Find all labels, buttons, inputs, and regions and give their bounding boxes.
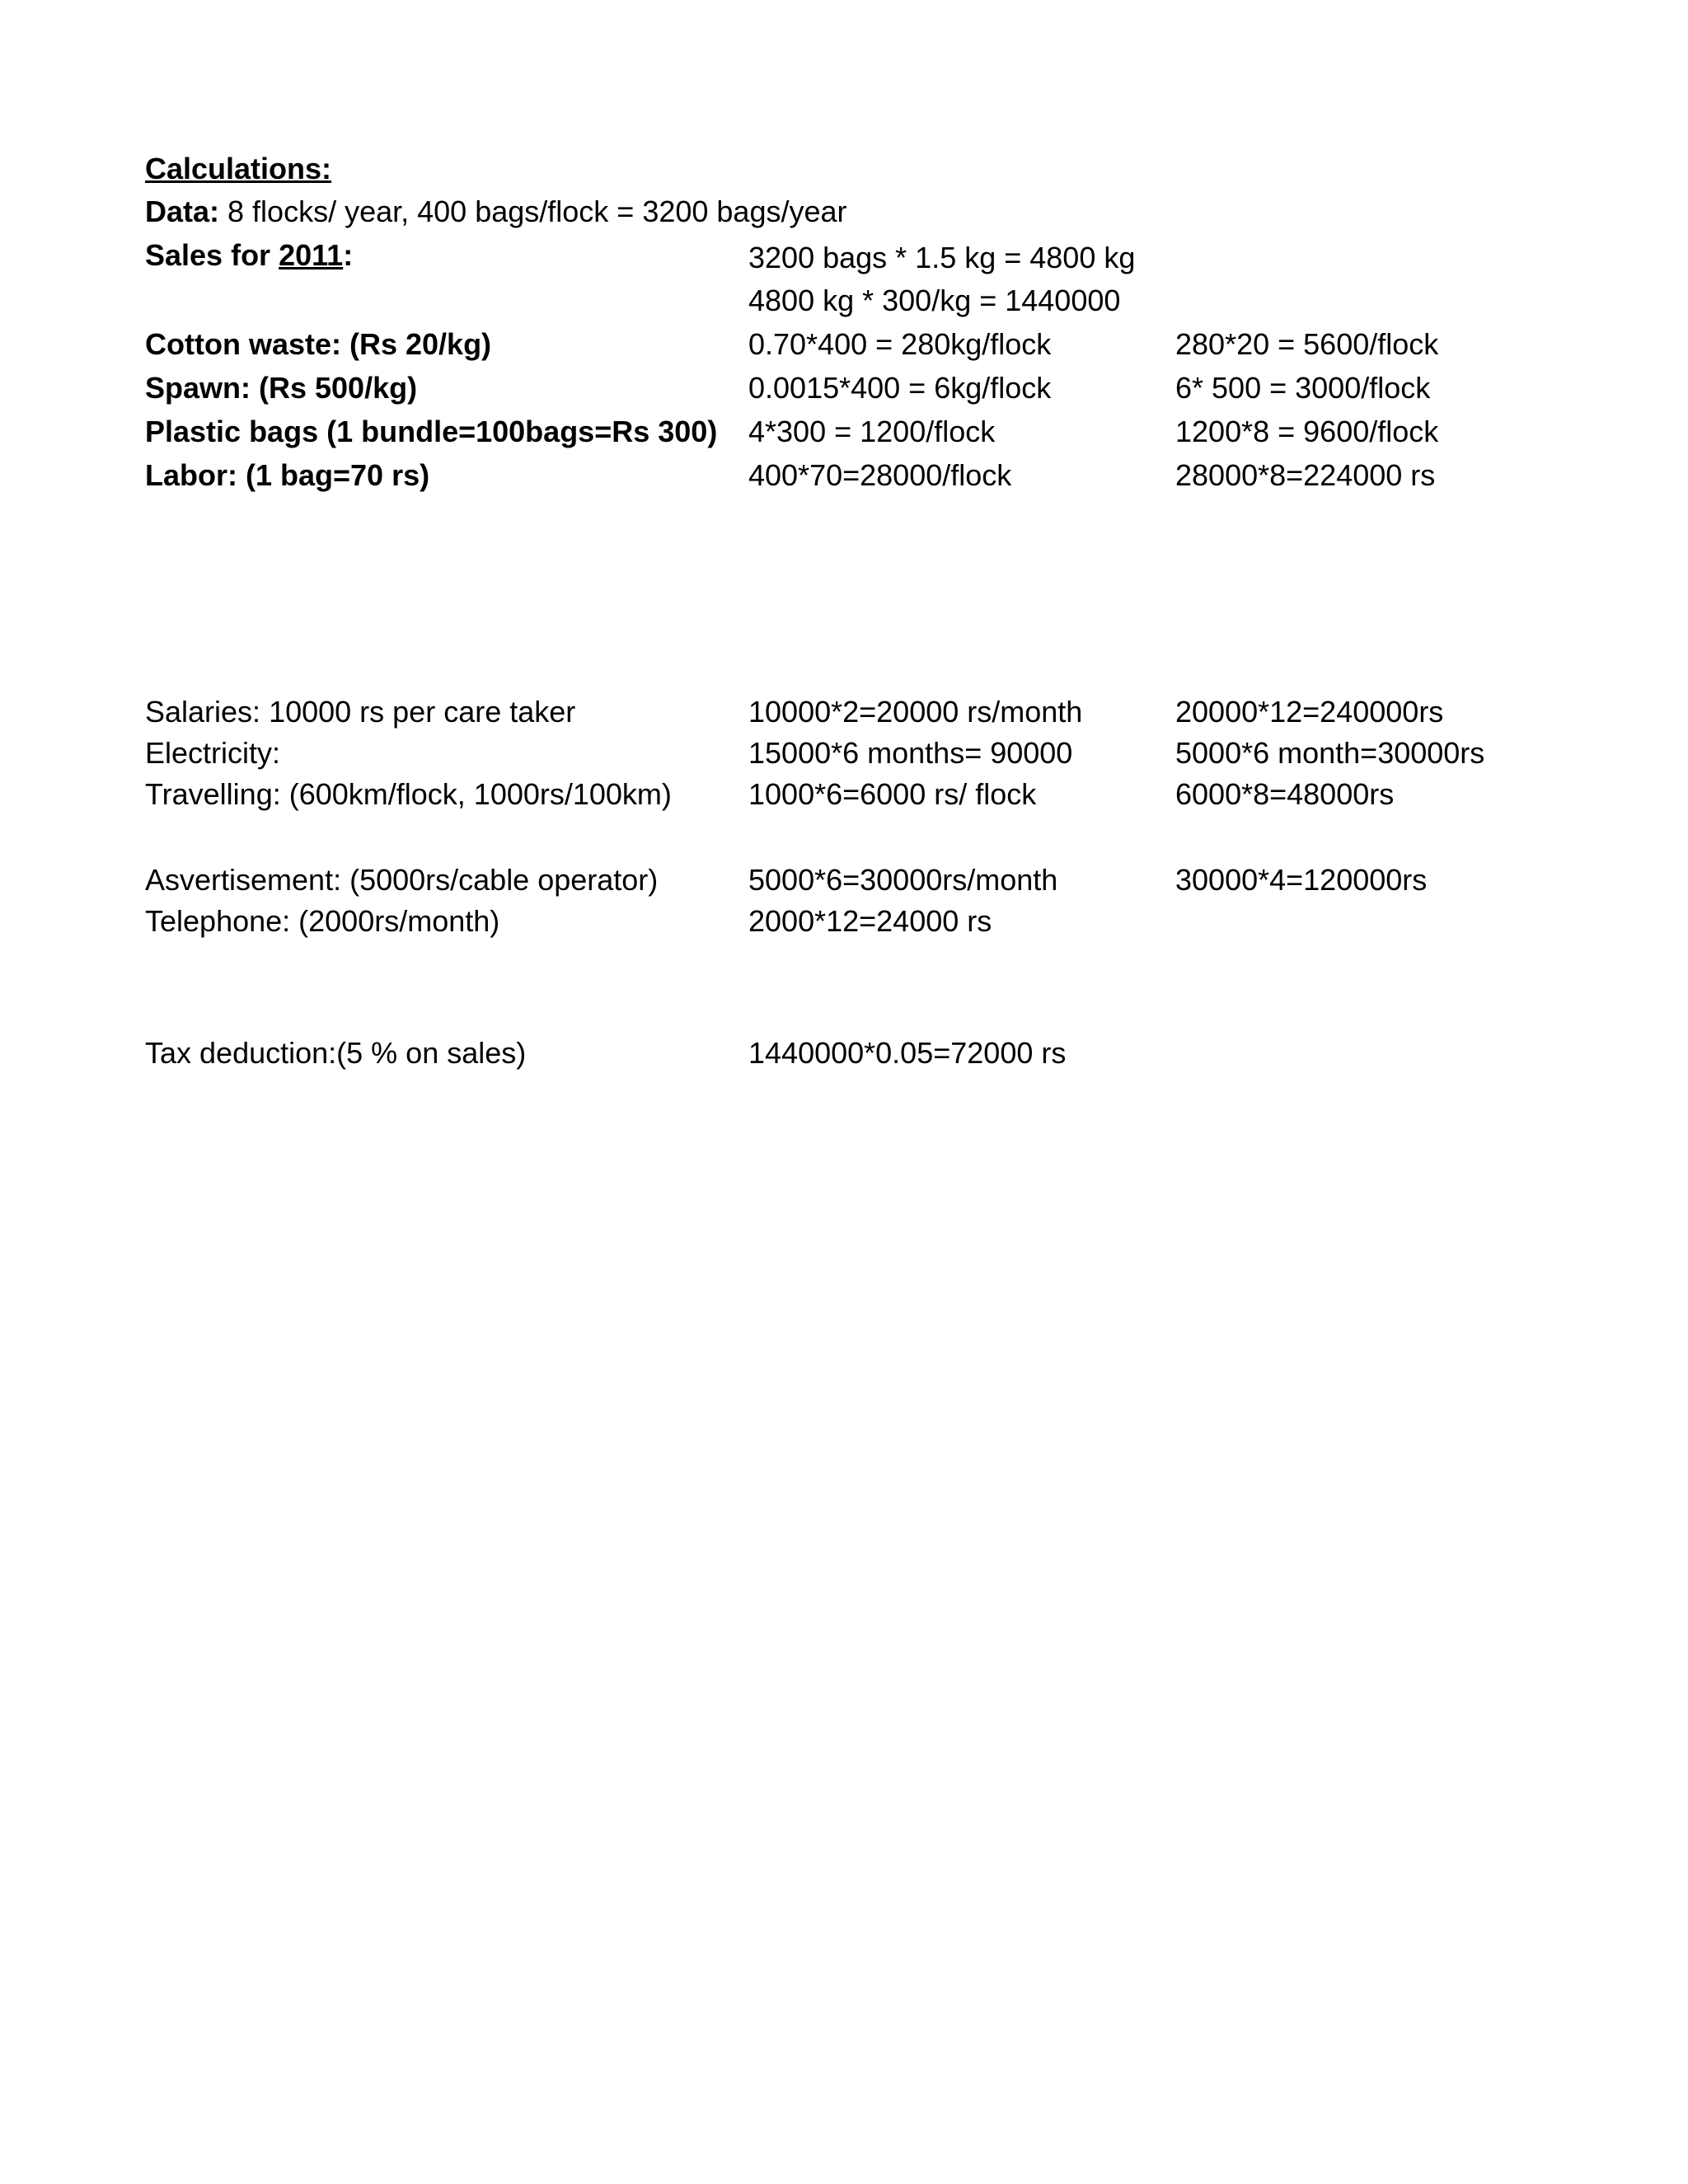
tax-calc: 1440000*0.05=72000 rs	[748, 1036, 1067, 1070]
advertisement-label: Asvertisement: (5000rs/cable operator)	[145, 863, 659, 897]
advertisement-total: 30000*4=120000rs	[1175, 863, 1428, 897]
spawn-total: 6* 500 = 3000/flock	[1175, 371, 1431, 405]
plastic-bags-label: Plastic bags (1 bundle=100bags=Rs 300)	[145, 415, 718, 448]
cotton-waste-per-flock: 0.70*400 = 280kg/flock	[748, 327, 1052, 361]
plastic-bags-total: 1200*8 = 9600/flock	[1175, 415, 1439, 448]
sales-year: 2011	[279, 238, 344, 272]
plastic-bags-per-flock: 4*300 = 1200/flock	[748, 415, 996, 448]
data-text: 8 flocks/ year, 400 bags/flock = 3200 bags/year	[219, 194, 847, 228]
advertisement-calc: 5000*6=30000rs/month	[748, 863, 1058, 897]
heading-calculations: Calculations:	[145, 152, 332, 185]
sales-label-suffix: :	[343, 238, 354, 272]
salaries-calc: 10000*2=20000 rs/month	[748, 695, 1083, 729]
cotton-waste-label: Cotton waste: (Rs 20/kg)	[145, 327, 492, 361]
cotton-waste-total: 280*20 = 5600/flock	[1175, 327, 1439, 361]
sales-label-prefix: Sales for	[145, 238, 279, 272]
spawn-per-flock: 0.0015*400 = 6kg/flock	[748, 371, 1052, 405]
electricity-total: 5000*6 month=30000rs	[1175, 736, 1485, 770]
spawn-label: Spawn: (Rs 500/kg)	[145, 371, 418, 405]
sales-calc-1: 3200 bags * 1.5 kg = 4800 kg	[748, 241, 1136, 274]
data-line	[145, 194, 847, 230]
tax-label: Tax deduction:(5 % on sales)	[145, 1036, 527, 1070]
salaries-label: Salaries: 10000 rs per care taker	[145, 695, 576, 729]
sales-calc-2: 4800 kg * 300/kg = 1440000	[748, 284, 1121, 317]
salaries-total: 20000*12=240000rs	[1175, 695, 1444, 729]
telephone-calc: 2000*12=24000 rs	[748, 904, 992, 938]
telephone-label: Telephone: (2000rs/month)	[145, 904, 500, 938]
labor-label: Labor: (1 bag=70 rs)	[145, 458, 430, 492]
travelling-calc: 1000*6=6000 rs/ flock	[748, 777, 1037, 811]
travelling-total: 6000*8=48000rs	[1175, 777, 1395, 811]
travelling-label: Travelling: (600km/flock, 1000rs/100km)	[145, 777, 672, 811]
electricity-label: Electricity:	[145, 736, 281, 770]
data-label: Data:	[145, 194, 220, 228]
electricity-calc: 15000*6 months= 90000	[748, 736, 1073, 770]
labor-total: 28000*8=224000 rs	[1175, 458, 1436, 492]
sales-label	[145, 237, 353, 274]
labor-per-flock: 400*70=28000/flock	[748, 458, 1012, 492]
